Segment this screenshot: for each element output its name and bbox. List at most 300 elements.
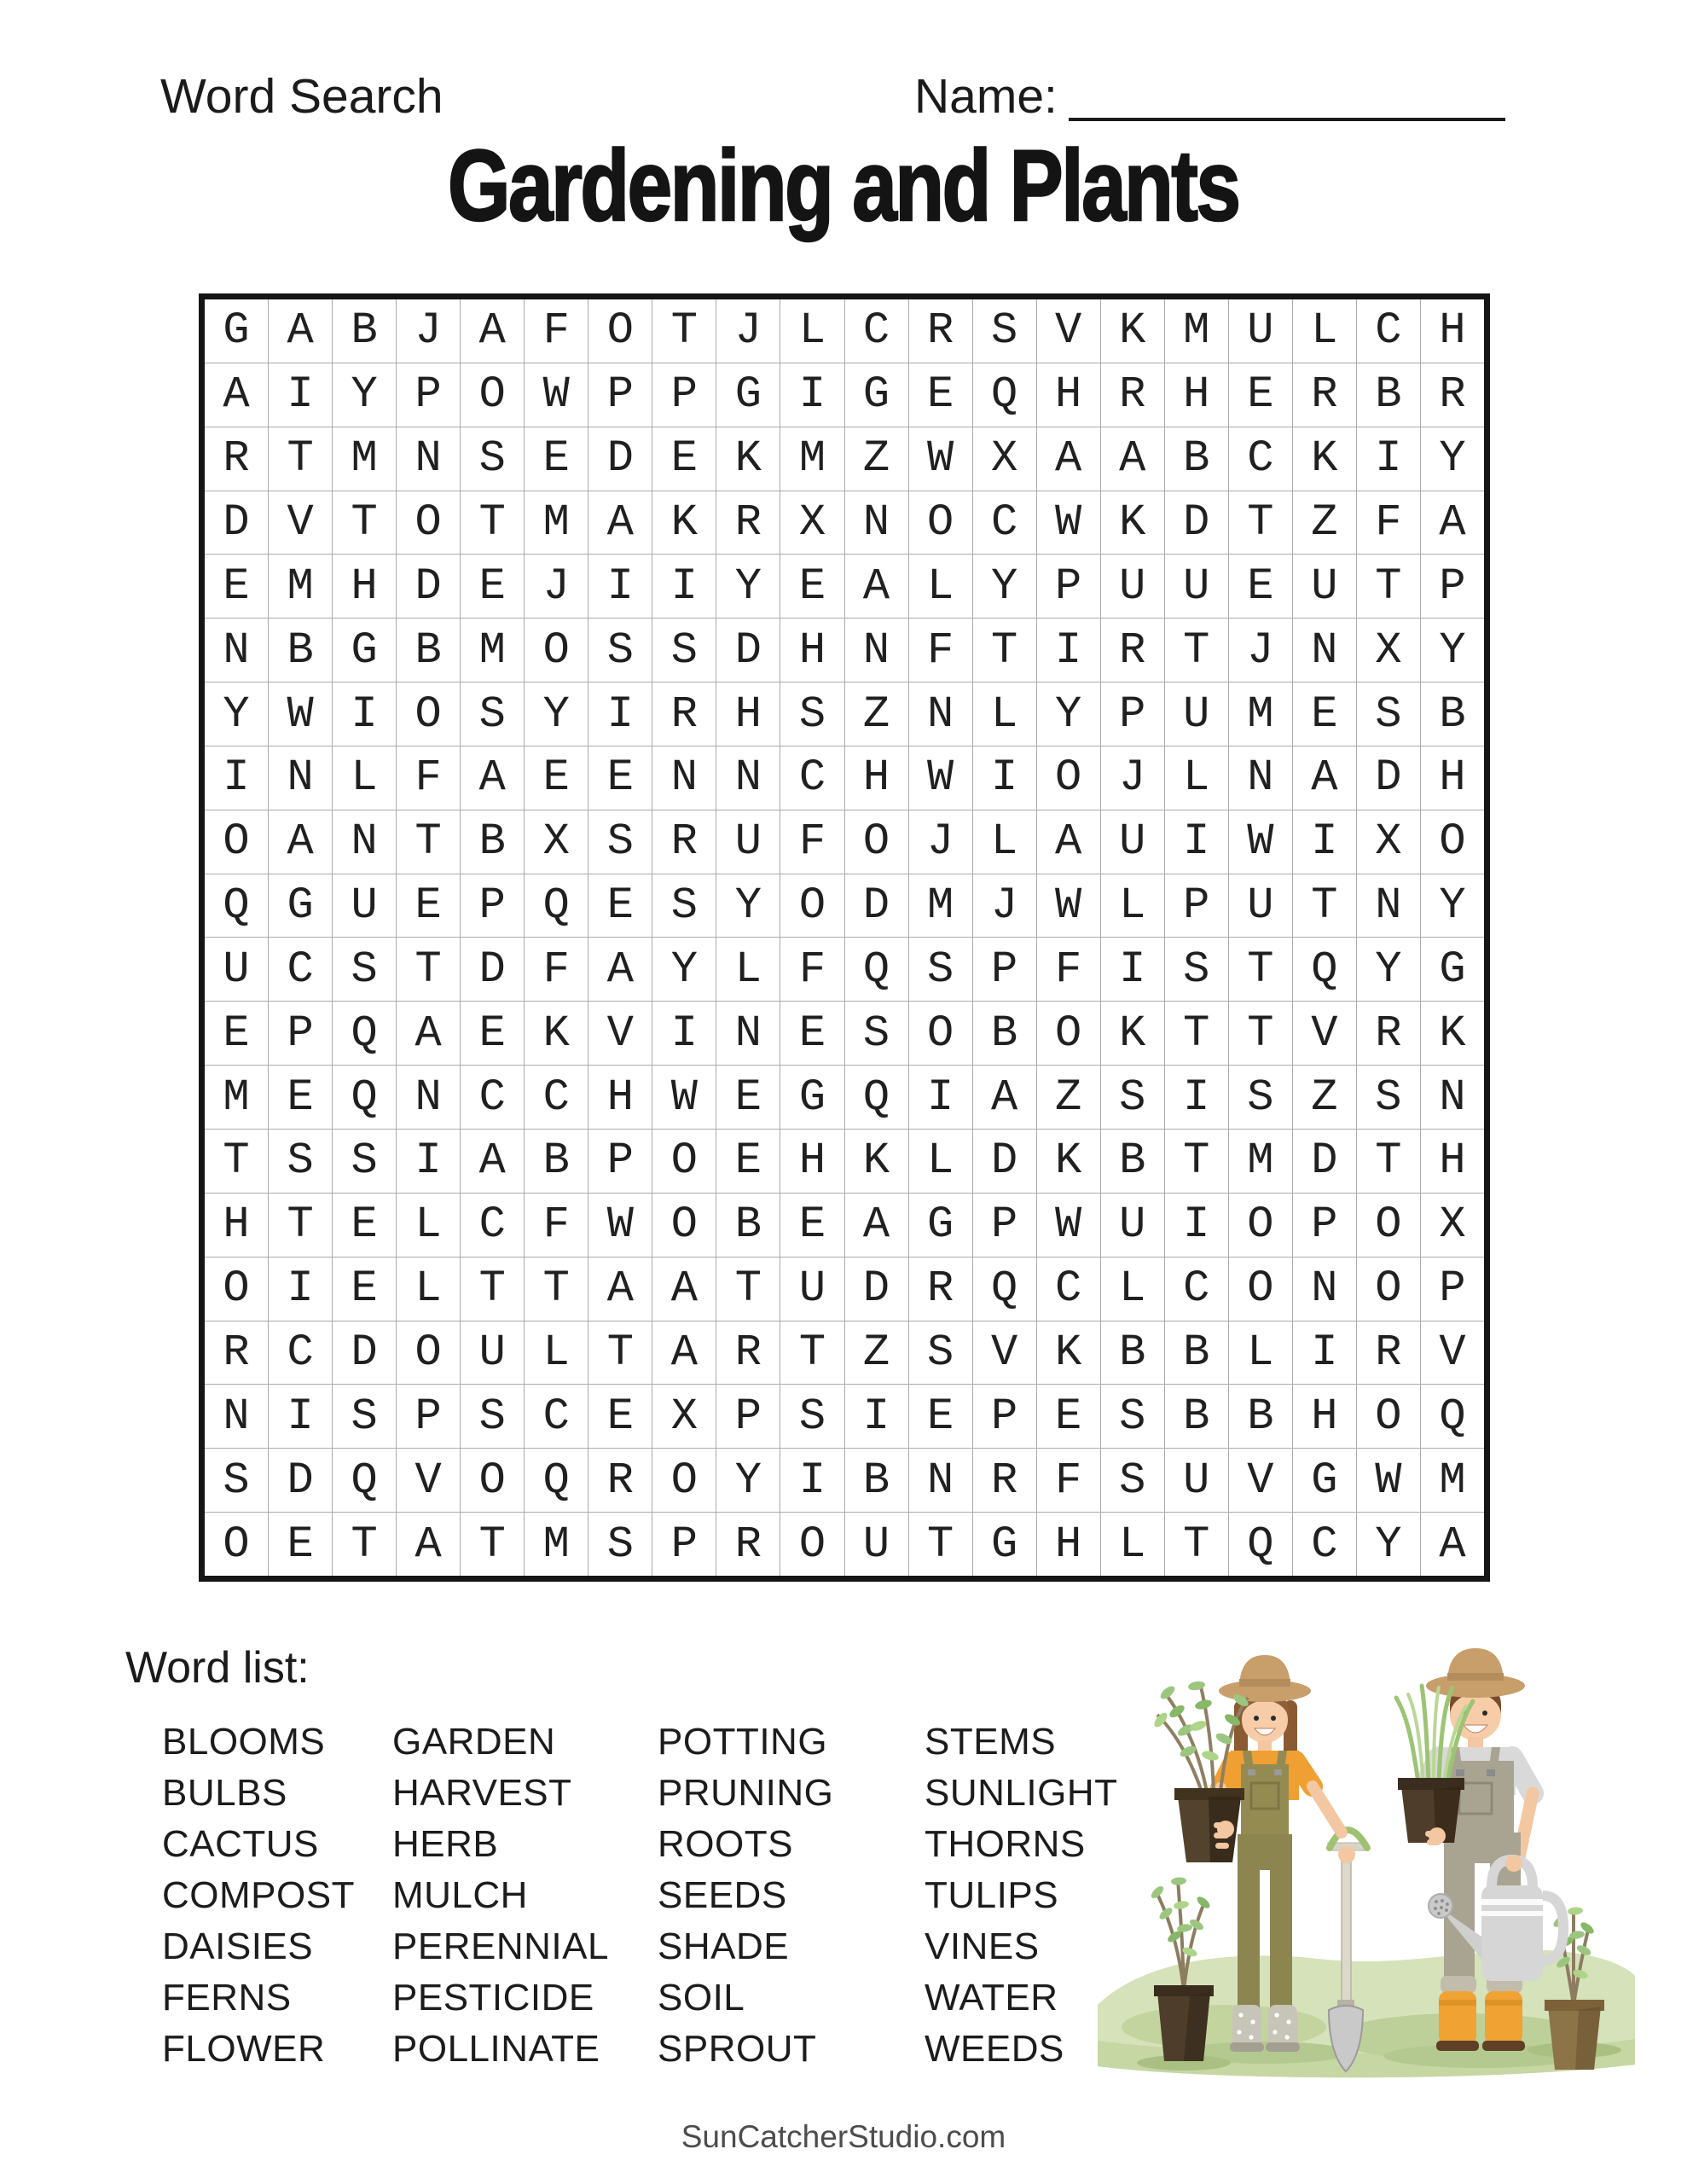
grid-cell[interactable]: E: [588, 746, 652, 810]
grid-cell[interactable]: T: [1229, 1002, 1292, 1065]
grid-cell[interactable]: I: [652, 555, 716, 618]
grid-cell[interactable]: W: [652, 1066, 716, 1129]
grid-cell[interactable]: K: [525, 1002, 588, 1065]
grid-cell[interactable]: D: [269, 1449, 332, 1512]
grid-cell[interactable]: B: [845, 1449, 908, 1512]
grid-cell[interactable]: S: [269, 1130, 332, 1193]
grid-cell[interactable]: S: [1101, 1449, 1164, 1512]
grid-cell[interactable]: D: [588, 427, 652, 491]
grid-cell[interactable]: S: [780, 1385, 844, 1448]
grid-cell[interactable]: Y: [716, 1449, 780, 1512]
grid-cell[interactable]: O: [205, 810, 268, 874]
grid-cell[interactable]: E: [1293, 682, 1356, 746]
grid-cell[interactable]: A: [269, 810, 332, 874]
grid-cell[interactable]: W: [1229, 810, 1292, 874]
grid-cell[interactable]: P: [973, 938, 1036, 1001]
grid-cell[interactable]: C: [525, 1385, 588, 1448]
grid-cell[interactable]: R: [909, 1258, 972, 1321]
grid-cell[interactable]: B: [716, 1194, 780, 1257]
grid-cell[interactable]: M: [525, 1513, 588, 1576]
grid-cell[interactable]: X: [780, 491, 844, 555]
grid-cell[interactable]: Q: [1421, 1385, 1484, 1448]
grid-cell[interactable]: O: [461, 1449, 524, 1512]
grid-cell[interactable]: E: [525, 427, 588, 491]
grid-cell[interactable]: T: [780, 1321, 844, 1385]
grid-cell[interactable]: E: [461, 555, 524, 618]
grid-cell[interactable]: C: [1037, 1258, 1100, 1321]
grid-cell[interactable]: T: [1293, 874, 1356, 938]
grid-cell[interactable]: K: [1101, 299, 1164, 363]
grid-cell[interactable]: E: [205, 1002, 268, 1065]
grid-cell[interactable]: B: [269, 619, 332, 682]
grid-cell[interactable]: G: [973, 1513, 1036, 1576]
grid-cell[interactable]: E: [269, 1513, 332, 1576]
grid-cell[interactable]: N: [909, 682, 972, 746]
grid-cell[interactable]: D: [845, 1258, 908, 1321]
grid-cell[interactable]: M: [461, 619, 524, 682]
grid-cell[interactable]: S: [973, 299, 1036, 363]
grid-cell[interactable]: U: [1229, 874, 1292, 938]
grid-cell[interactable]: S: [1229, 1066, 1292, 1129]
grid-cell[interactable]: A: [588, 491, 652, 555]
grid-cell[interactable]: P: [269, 1002, 332, 1065]
grid-cell[interactable]: N: [205, 619, 268, 682]
grid-cell[interactable]: B: [1357, 363, 1420, 427]
grid-cell[interactable]: T: [269, 1194, 332, 1257]
grid-cell[interactable]: Q: [1293, 938, 1356, 1001]
grid-cell[interactable]: E: [1037, 1385, 1100, 1448]
grid-cell[interactable]: Y: [716, 555, 780, 618]
grid-cell[interactable]: F: [1357, 491, 1420, 555]
grid-cell[interactable]: N: [1421, 1066, 1484, 1129]
grid-cell[interactable]: U: [1229, 299, 1292, 363]
grid-cell[interactable]: O: [397, 1321, 460, 1385]
grid-cell[interactable]: L: [397, 1258, 460, 1321]
grid-cell[interactable]: Y: [652, 938, 716, 1001]
grid-cell[interactable]: Z: [845, 427, 908, 491]
grid-cell[interactable]: N: [1357, 874, 1420, 938]
grid-cell[interactable]: S: [461, 427, 524, 491]
grid-cell[interactable]: G: [716, 363, 780, 427]
grid-cell[interactable]: S: [909, 938, 972, 1001]
grid-cell[interactable]: R: [716, 491, 780, 555]
grid-cell[interactable]: L: [1101, 874, 1164, 938]
grid-cell[interactable]: O: [909, 1002, 972, 1065]
grid-cell[interactable]: A: [973, 1066, 1036, 1129]
grid-cell[interactable]: L: [909, 1130, 972, 1193]
grid-cell[interactable]: H: [780, 1130, 844, 1193]
grid-cell[interactable]: H: [716, 682, 780, 746]
grid-cell[interactable]: S: [588, 1513, 652, 1576]
grid-cell[interactable]: P: [973, 1385, 1036, 1448]
grid-cell[interactable]: I: [973, 746, 1036, 810]
grid-cell[interactable]: N: [909, 1449, 972, 1512]
grid-cell[interactable]: K: [1037, 1130, 1100, 1193]
grid-cell[interactable]: E: [525, 746, 588, 810]
grid-cell[interactable]: A: [652, 1321, 716, 1385]
grid-cell[interactable]: R: [205, 1321, 268, 1385]
grid-cell[interactable]: I: [1165, 1194, 1228, 1257]
grid-cell[interactable]: G: [333, 619, 396, 682]
grid-cell[interactable]: W: [269, 682, 332, 746]
grid-cell[interactable]: T: [652, 299, 716, 363]
grid-cell[interactable]: U: [333, 874, 396, 938]
grid-cell[interactable]: Y: [1357, 1513, 1420, 1576]
grid-cell[interactable]: O: [588, 299, 652, 363]
grid-cell[interactable]: O: [205, 1258, 268, 1321]
grid-cell[interactable]: E: [1229, 555, 1292, 618]
grid-cell[interactable]: H: [845, 746, 908, 810]
grid-cell[interactable]: S: [333, 1385, 396, 1448]
grid-cell[interactable]: B: [525, 1130, 588, 1193]
grid-cell[interactable]: C: [1293, 1513, 1356, 1576]
grid-cell[interactable]: G: [1293, 1449, 1356, 1512]
grid-cell[interactable]: R: [1101, 619, 1164, 682]
grid-cell[interactable]: S: [780, 682, 844, 746]
grid-cell[interactable]: T: [716, 1258, 780, 1321]
grid-cell[interactable]: N: [397, 1066, 460, 1129]
grid-cell[interactable]: Q: [525, 874, 588, 938]
grid-cell[interactable]: V: [973, 1321, 1036, 1385]
grid-cell[interactable]: X: [1357, 619, 1420, 682]
grid-cell[interactable]: R: [1293, 363, 1356, 427]
grid-cell[interactable]: R: [909, 299, 972, 363]
grid-cell[interactable]: S: [1101, 1385, 1164, 1448]
grid-cell[interactable]: S: [909, 1321, 972, 1385]
grid-cell[interactable]: J: [397, 299, 460, 363]
grid-cell[interactable]: Q: [1229, 1513, 1292, 1576]
grid-cell[interactable]: G: [1421, 938, 1484, 1001]
grid-cell[interactable]: P: [1421, 1258, 1484, 1321]
grid-cell[interactable]: I: [780, 363, 844, 427]
grid-cell[interactable]: T: [333, 1513, 396, 1576]
grid-cell[interactable]: O: [1229, 1258, 1292, 1321]
grid-cell[interactable]: U: [205, 938, 268, 1001]
grid-cell[interactable]: O: [1357, 1385, 1420, 1448]
grid-cell[interactable]: V: [1229, 1449, 1292, 1512]
grid-cell[interactable]: Y: [205, 682, 268, 746]
grid-cell[interactable]: H: [205, 1194, 268, 1257]
grid-cell[interactable]: R: [716, 1513, 780, 1576]
grid-cell[interactable]: A: [461, 1130, 524, 1193]
grid-cell[interactable]: S: [461, 682, 524, 746]
grid-cell[interactable]: L: [973, 682, 1036, 746]
grid-cell[interactable]: P: [1037, 555, 1100, 618]
grid-cell[interactable]: D: [1293, 1130, 1356, 1193]
grid-cell[interactable]: H: [1421, 746, 1484, 810]
grid-cell[interactable]: A: [1421, 1513, 1484, 1576]
grid-cell[interactable]: N: [397, 427, 460, 491]
grid-cell[interactable]: B: [973, 1002, 1036, 1065]
grid-cell[interactable]: O: [1357, 1258, 1420, 1321]
grid-cell[interactable]: M: [1229, 682, 1292, 746]
grid-cell[interactable]: E: [333, 1194, 396, 1257]
grid-cell[interactable]: I: [588, 682, 652, 746]
grid-cell[interactable]: F: [397, 746, 460, 810]
grid-cell[interactable]: Z: [1293, 491, 1356, 555]
grid-cell[interactable]: F: [780, 810, 844, 874]
grid-cell[interactable]: Z: [845, 682, 908, 746]
grid-cell[interactable]: J: [1101, 746, 1164, 810]
grid-cell[interactable]: R: [1357, 1321, 1420, 1385]
grid-cell[interactable]: F: [909, 619, 972, 682]
grid-cell[interactable]: L: [973, 810, 1036, 874]
grid-cell[interactable]: B: [1101, 1130, 1164, 1193]
grid-cell[interactable]: U: [1165, 555, 1228, 618]
grid-cell[interactable]: A: [397, 1002, 460, 1065]
grid-cell[interactable]: Y: [525, 682, 588, 746]
grid-cell[interactable]: S: [1101, 1066, 1164, 1129]
grid-cell[interactable]: E: [909, 363, 972, 427]
grid-cell[interactable]: L: [1101, 1258, 1164, 1321]
grid-cell[interactable]: W: [1357, 1449, 1420, 1512]
grid-cell[interactable]: R: [1357, 1002, 1420, 1065]
grid-cell[interactable]: I: [909, 1066, 972, 1129]
grid-cell[interactable]: R: [1421, 363, 1484, 427]
grid-cell[interactable]: H: [1293, 1385, 1356, 1448]
grid-cell[interactable]: U: [1293, 555, 1356, 618]
grid-cell[interactable]: A: [845, 555, 908, 618]
grid-cell[interactable]: T: [973, 619, 1036, 682]
grid-cell[interactable]: K: [1101, 1002, 1164, 1065]
grid-cell[interactable]: I: [1293, 1321, 1356, 1385]
grid-cell[interactable]: V: [588, 1002, 652, 1065]
grid-cell[interactable]: J: [716, 299, 780, 363]
grid-cell[interactable]: H: [1421, 1130, 1484, 1193]
grid-cell[interactable]: L: [780, 299, 844, 363]
grid-cell[interactable]: L: [1293, 299, 1356, 363]
grid-cell[interactable]: P: [397, 1385, 460, 1448]
grid-cell[interactable]: A: [461, 299, 524, 363]
grid-cell[interactable]: C: [1229, 427, 1292, 491]
grid-cell[interactable]: Z: [1037, 1066, 1100, 1129]
grid-cell[interactable]: F: [780, 938, 844, 1001]
grid-cell[interactable]: Z: [845, 1321, 908, 1385]
grid-cell[interactable]: C: [845, 299, 908, 363]
name-input-line[interactable]: [1069, 118, 1505, 121]
grid-cell[interactable]: F: [525, 299, 588, 363]
grid-cell[interactable]: L: [909, 555, 972, 618]
grid-cell[interactable]: O: [909, 491, 972, 555]
grid-cell[interactable]: E: [716, 1130, 780, 1193]
grid-cell[interactable]: J: [525, 555, 588, 618]
grid-cell[interactable]: N: [1229, 746, 1292, 810]
grid-cell[interactable]: I: [333, 682, 396, 746]
grid-cell[interactable]: U: [716, 810, 780, 874]
grid-cell[interactable]: M: [269, 555, 332, 618]
grid-cell[interactable]: R: [973, 1449, 1036, 1512]
grid-cell[interactable]: U: [461, 1321, 524, 1385]
grid-cell[interactable]: E: [1229, 363, 1292, 427]
grid-cell[interactable]: C: [973, 491, 1036, 555]
grid-cell[interactable]: O: [780, 874, 844, 938]
grid-cell[interactable]: S: [845, 1002, 908, 1065]
grid-cell[interactable]: A: [652, 1258, 716, 1321]
grid-cell[interactable]: Y: [1421, 427, 1484, 491]
grid-cell[interactable]: D: [333, 1321, 396, 1385]
grid-cell[interactable]: I: [588, 555, 652, 618]
grid-cell[interactable]: A: [1421, 491, 1484, 555]
grid-cell[interactable]: Y: [333, 363, 396, 427]
grid-cell[interactable]: S: [205, 1449, 268, 1512]
grid-cell[interactable]: O: [652, 1194, 716, 1257]
grid-cell[interactable]: S: [1357, 1066, 1420, 1129]
grid-cell[interactable]: G: [909, 1194, 972, 1257]
grid-cell[interactable]: L: [716, 938, 780, 1001]
grid-cell[interactable]: L: [333, 746, 396, 810]
grid-cell[interactable]: L: [397, 1194, 460, 1257]
grid-cell[interactable]: T: [1165, 1513, 1228, 1576]
grid-cell[interactable]: B: [397, 619, 460, 682]
grid-cell[interactable]: F: [1037, 1449, 1100, 1512]
grid-cell[interactable]: P: [652, 363, 716, 427]
grid-cell[interactable]: E: [588, 1385, 652, 1448]
grid-cell[interactable]: T: [1229, 491, 1292, 555]
grid-cell[interactable]: L: [1165, 746, 1228, 810]
grid-cell[interactable]: C: [525, 1066, 588, 1129]
grid-cell[interactable]: A: [588, 938, 652, 1001]
grid-cell[interactable]: H: [588, 1066, 652, 1129]
grid-cell[interactable]: I: [1293, 810, 1356, 874]
grid-cell[interactable]: Q: [973, 1258, 1036, 1321]
grid-cell[interactable]: W: [909, 746, 972, 810]
grid-cell[interactable]: H: [1037, 363, 1100, 427]
grid-cell[interactable]: N: [333, 810, 396, 874]
grid-cell[interactable]: P: [1101, 682, 1164, 746]
grid-cell[interactable]: C: [780, 746, 844, 810]
grid-cell[interactable]: Y: [1037, 682, 1100, 746]
grid-cell[interactable]: P: [588, 1130, 652, 1193]
grid-cell[interactable]: T: [1229, 938, 1292, 1001]
grid-cell[interactable]: P: [1165, 874, 1228, 938]
grid-cell[interactable]: D: [716, 619, 780, 682]
grid-cell[interactable]: J: [973, 874, 1036, 938]
grid-cell[interactable]: Q: [333, 1002, 396, 1065]
grid-cell[interactable]: C: [269, 938, 332, 1001]
grid-cell[interactable]: V: [1293, 1002, 1356, 1065]
grid-cell[interactable]: O: [397, 682, 460, 746]
grid-cell[interactable]: O: [1229, 1194, 1292, 1257]
grid-cell[interactable]: Y: [1421, 619, 1484, 682]
grid-cell[interactable]: N: [652, 746, 716, 810]
grid-cell[interactable]: H: [780, 619, 844, 682]
grid-cell[interactable]: O: [652, 1449, 716, 1512]
grid-cell[interactable]: P: [652, 1513, 716, 1576]
grid-cell[interactable]: O: [1421, 810, 1484, 874]
grid-cell[interactable]: X: [1421, 1194, 1484, 1257]
grid-cell[interactable]: I: [1101, 938, 1164, 1001]
grid-cell[interactable]: S: [588, 810, 652, 874]
grid-cell[interactable]: V: [397, 1449, 460, 1512]
grid-cell[interactable]: H: [333, 555, 396, 618]
grid-cell[interactable]: E: [780, 1194, 844, 1257]
grid-cell[interactable]: U: [1101, 810, 1164, 874]
grid-cell[interactable]: E: [205, 555, 268, 618]
grid-cell[interactable]: R: [652, 682, 716, 746]
grid-cell[interactable]: E: [652, 427, 716, 491]
grid-cell[interactable]: G: [780, 1066, 844, 1129]
grid-cell[interactable]: E: [716, 1066, 780, 1129]
grid-cell[interactable]: A: [1037, 427, 1100, 491]
grid-cell[interactable]: T: [1165, 1130, 1228, 1193]
grid-cell[interactable]: O: [397, 491, 460, 555]
grid-cell[interactable]: B: [1165, 427, 1228, 491]
grid-cell[interactable]: K: [1037, 1321, 1100, 1385]
grid-cell[interactable]: I: [1357, 427, 1420, 491]
grid-cell[interactable]: D: [397, 555, 460, 618]
grid-cell[interactable]: A: [461, 746, 524, 810]
grid-cell[interactable]: T: [269, 427, 332, 491]
grid-cell[interactable]: U: [1165, 682, 1228, 746]
grid-cell[interactable]: E: [269, 1066, 332, 1129]
grid-cell[interactable]: D: [1357, 746, 1420, 810]
grid-cell[interactable]: I: [397, 1130, 460, 1193]
grid-cell[interactable]: X: [652, 1385, 716, 1448]
grid-cell[interactable]: U: [1165, 1449, 1228, 1512]
grid-cell[interactable]: T: [1165, 619, 1228, 682]
grid-cell[interactable]: T: [333, 491, 396, 555]
grid-cell[interactable]: S: [1357, 682, 1420, 746]
grid-cell[interactable]: K: [716, 427, 780, 491]
grid-cell[interactable]: E: [780, 555, 844, 618]
grid-cell[interactable]: K: [652, 491, 716, 555]
grid-cell[interactable]: N: [845, 491, 908, 555]
grid-cell[interactable]: F: [525, 1194, 588, 1257]
grid-cell[interactable]: E: [909, 1385, 972, 1448]
grid-cell[interactable]: P: [588, 363, 652, 427]
grid-cell[interactable]: T: [461, 1258, 524, 1321]
grid-cell[interactable]: M: [333, 427, 396, 491]
grid-cell[interactable]: C: [461, 1066, 524, 1129]
grid-cell[interactable]: M: [1165, 299, 1228, 363]
grid-cell[interactable]: O: [205, 1513, 268, 1576]
grid-cell[interactable]: W: [1037, 874, 1100, 938]
grid-cell[interactable]: I: [269, 1385, 332, 1448]
grid-cell[interactable]: I: [205, 746, 268, 810]
grid-cell[interactable]: E: [588, 874, 652, 938]
grid-cell[interactable]: Y: [973, 555, 1036, 618]
grid-cell[interactable]: F: [525, 938, 588, 1001]
grid-cell[interactable]: A: [1037, 810, 1100, 874]
grid-cell[interactable]: G: [205, 299, 268, 363]
grid-cell[interactable]: D: [1165, 491, 1228, 555]
grid-cell[interactable]: C: [269, 1321, 332, 1385]
grid-cell[interactable]: I: [269, 363, 332, 427]
grid-cell[interactable]: X: [525, 810, 588, 874]
grid-cell[interactable]: Q: [845, 1066, 908, 1129]
grid-cell[interactable]: S: [1165, 938, 1228, 1001]
grid-cell[interactable]: N: [1293, 1258, 1356, 1321]
grid-cell[interactable]: N: [845, 619, 908, 682]
grid-cell[interactable]: M: [525, 491, 588, 555]
grid-cell[interactable]: R: [588, 1449, 652, 1512]
grid-cell[interactable]: O: [525, 619, 588, 682]
grid-cell[interactable]: X: [1357, 810, 1420, 874]
grid-cell[interactable]: I: [780, 1449, 844, 1512]
grid-cell[interactable]: B: [1165, 1321, 1228, 1385]
grid-cell[interactable]: P: [973, 1194, 1036, 1257]
grid-cell[interactable]: H: [1165, 363, 1228, 427]
grid-cell[interactable]: Q: [845, 938, 908, 1001]
grid-cell[interactable]: M: [909, 874, 972, 938]
grid-cell[interactable]: Q: [205, 874, 268, 938]
grid-cell[interactable]: A: [588, 1258, 652, 1321]
grid-cell[interactable]: B: [1421, 682, 1484, 746]
grid-cell[interactable]: I: [1165, 1066, 1228, 1129]
grid-cell[interactable]: W: [525, 363, 588, 427]
grid-cell[interactable]: U: [1101, 1194, 1164, 1257]
grid-cell[interactable]: K: [1101, 491, 1164, 555]
